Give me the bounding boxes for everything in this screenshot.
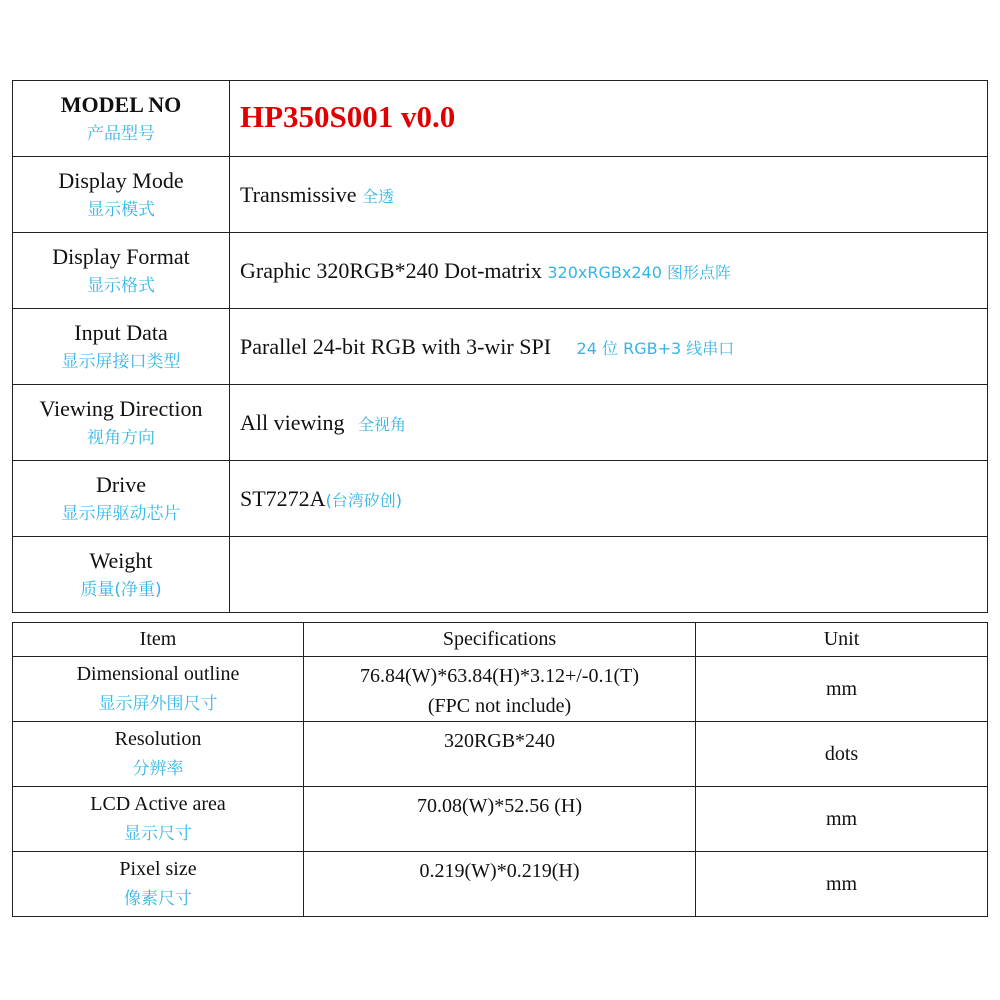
spec-row-input-data — [13, 309, 988, 385]
spec-line-2: (FPC not include) — [427, 695, 572, 717]
item-en: Resolution — [114, 728, 202, 750]
value-zh: 全透 — [362, 186, 395, 206]
spec-label-display-format — [13, 233, 230, 309]
label-en: MODEL NO — [60, 91, 182, 117]
label-en: Weight — [89, 547, 153, 573]
table-row — [13, 657, 988, 722]
item-cell — [13, 657, 304, 722]
unit-cell: mm — [696, 657, 988, 722]
spec-row-weight — [13, 537, 988, 613]
spec-label-input-data — [13, 309, 230, 385]
spec-label-weight — [13, 537, 230, 613]
spec-value-viewing-direction — [230, 385, 988, 461]
table-row — [13, 722, 988, 787]
spec-cell — [304, 657, 696, 722]
label-en: Input Data — [74, 319, 168, 345]
spec-row-display-mode — [13, 157, 988, 233]
dimension-table — [12, 622, 988, 917]
item-zh: 分辨率 — [132, 759, 184, 779]
spec-value-weight — [230, 537, 988, 613]
value-en: Transmissive — [240, 181, 357, 207]
spec-row-viewing-direction — [13, 385, 988, 461]
value-en: Graphic 320RGB*240 Dot-matrix — [240, 257, 542, 283]
spec-label-model — [13, 81, 230, 157]
item-en: Dimensional outline — [76, 663, 240, 685]
value-zh: (台湾矽创) — [325, 490, 403, 510]
unit-cell: mm — [696, 787, 988, 852]
item-zh: 显示屏外围尺寸 — [98, 694, 218, 714]
value-zh: 24 位 RGB+3 线串口 — [576, 338, 735, 358]
spec-line-1: 320RGB*240 — [443, 730, 556, 752]
item-cell — [13, 852, 304, 917]
unit-cell: dots — [696, 722, 988, 787]
item-zh: 像素尺寸 — [124, 889, 192, 909]
table-header-row — [13, 623, 988, 657]
spec-table — [12, 80, 988, 613]
value-en: ST7272A — [240, 485, 326, 511]
label-zh: 产品型号 — [87, 123, 155, 144]
model-number: HP350S001 v0.0 — [240, 99, 456, 134]
spec-label-drive — [13, 461, 230, 537]
item-en: LCD Active area — [90, 793, 226, 815]
header-specifications: Specifications — [304, 623, 696, 657]
table-row — [13, 852, 988, 917]
label-zh: 显示屏驱动芯片 — [61, 503, 181, 524]
spec-row-drive — [13, 461, 988, 537]
value-zh: 全视角 — [358, 414, 407, 434]
label-en: Drive — [95, 471, 147, 497]
label-zh: 显示格式 — [87, 275, 155, 296]
spec-line-1: 70.08(W)*52.56 (H) — [417, 795, 582, 817]
spec-row-model — [13, 81, 988, 157]
spec-row-display-format — [13, 233, 988, 309]
header-unit: Unit — [696, 623, 988, 657]
unit-cell: mm — [696, 852, 988, 917]
value-en: All viewing — [240, 409, 345, 435]
spec-line-1: 0.219(W)*0.219(H) — [419, 860, 580, 882]
spec-value-display-mode — [230, 157, 988, 233]
spec-value-input-data — [230, 309, 988, 385]
label-zh: 显示模式 — [87, 199, 155, 220]
label-en: Viewing Direction — [39, 395, 203, 421]
spec-value-model — [230, 81, 988, 157]
label-zh: 质量(净重) — [80, 579, 162, 600]
spec-label-viewing-direction — [13, 385, 230, 461]
item-cell — [13, 722, 304, 787]
table-row — [13, 787, 988, 852]
spec-cell — [304, 722, 696, 787]
label-en: Display Mode — [58, 167, 184, 193]
item-zh: 显示尺寸 — [124, 824, 192, 844]
label-zh: 显示屏接口类型 — [61, 351, 181, 372]
spec-line-1: 76.84(W)*63.84(H)*3.12+/-0.1(T) — [360, 665, 639, 687]
spec-label-display-mode — [13, 157, 230, 233]
spec-cell — [304, 852, 696, 917]
spec-cell — [304, 787, 696, 852]
value-zh: 320xRGBx240 图形点阵 — [547, 262, 731, 282]
header-item: Item — [13, 623, 304, 657]
label-en: Display Format — [52, 243, 190, 269]
label-zh: 视角方向 — [87, 427, 155, 448]
spec-value-display-format — [230, 233, 988, 309]
item-en: Pixel size — [119, 858, 197, 880]
value-en: Parallel 24-bit RGB with 3-wir SPI — [240, 333, 552, 359]
item-cell — [13, 787, 304, 852]
spec-value-drive — [230, 461, 988, 537]
